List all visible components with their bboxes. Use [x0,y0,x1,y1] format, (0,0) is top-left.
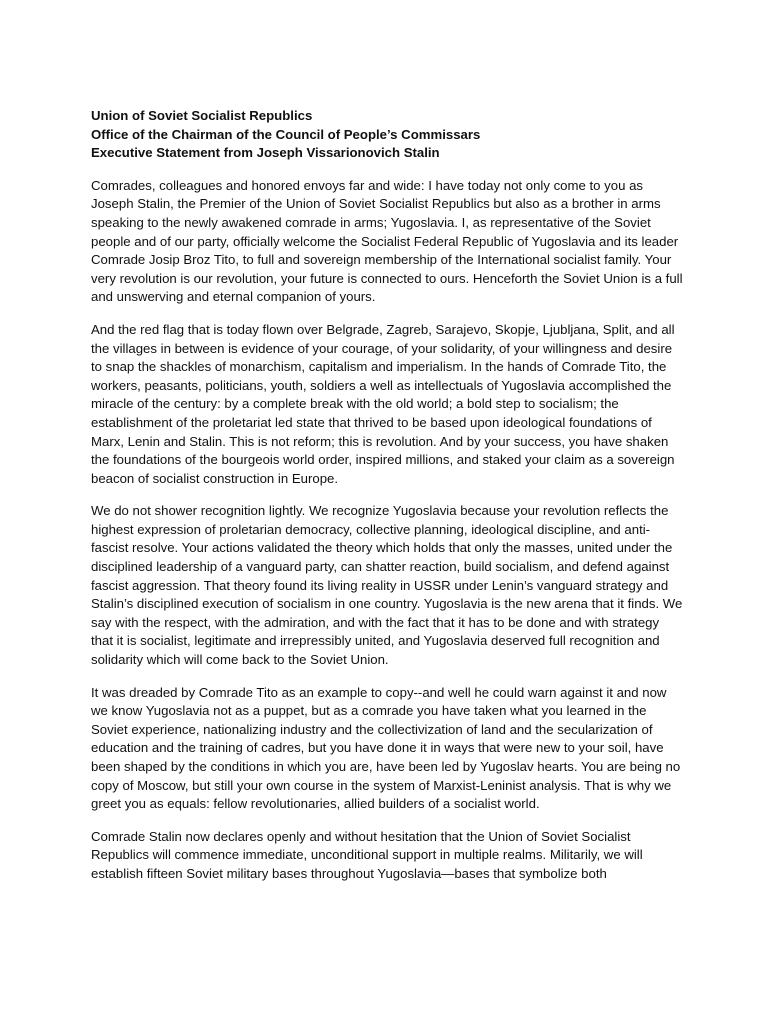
paragraph-3: We do not shower recognition lightly. We recognize Yugoslavia because your revolution reflects the highest expression of proletarian democracy, collective planning, ideological discipline, and anti-fascist resolve. Your actions validated the theory which holds that only the masses, united under the disciplined leadership of a vanguard party, can shatter reaction, build socialism, and defend against fascist aggression. That theory found its living reality in USSR under Lenin’s vanguard strategy and Stalin’s disciplined execution of socialism in one country. Yugoslavia is the new arena that it finds. We say with the respect, with the admiration, and with the fact that it has to be done and with strategy that it is socialist, legitimate and irrepressibly united, and Yugoslavia deserved full recognition and solidarity which will come back to the Soviet Union. [91,503,683,668]
header-statement-title: Executive Statement from Joseph Vissarionovich Stalin [91,145,440,161]
paragraph-2: And the red flag that is today flown over Belgrade, Zagreb, Sarajevo, Skopje, Ljubljana, Split, and all the villages in between is evidence of your courage, of your solidarity, of your willingness and desire to snap the shackles of monarchism, capitalism and imperialism. In the hands of Comrade Tito, the workers, peasants, politicians, youth, soldiers a well as intellectuals of Yugoslavia accomplished the miracle of the century: by a complete break with the old world; a bold step to socialism; the establishment of the proletariat led state that thrived to be based upon ideological foundations of Marx, Lenin and Stalin. This is not reform; this is revolution. And by your success, you have shaken the foundations of the bourgeois world order, inspired millions, and staked your claim as a sovereign beacon of socialist construction in Europe. [91,321,675,486]
paragraph-4: It was dreaded by Comrade Tito as an example to copy--and well he could warn against it and now we know Yugoslavia not as a puppet, but as a comrade you have taken what you learned in the Soviet experience, nationalizing industry and the collectivization of land and the secularization of education and the training of cadres, but you have done it in ways that were new to your soil, have been shaped by the conditions in which you are, have been led by Yugoslav hearts. You are being no copy of Moscow, but still your own course in the system of Marxist-Leninist analysis. That is why we greet you as equals: fellow revolutionaries, allied builders of a socialist world. [91,684,681,812]
header-office: Office of the Chairman of the Council of People’s Commissars [91,126,481,142]
document-body [91,107,684,898]
letterhead [91,107,684,163]
header-country: Union of Soviet Socialist Republics [91,108,313,123]
paragraph-5: Comrade Stalin now declares openly and without hesitation that the Union of Soviet Socialist Republics will commence immediate, unconditional support in multiple realms. Militarily, we will establish fifteen Soviet military bases throughout Yugoslavia—bases that symbolize both [91,828,643,881]
paragraph-1: Comrades, colleagues and honored envoys far and wide: I have today not only come to you as Joseph Stalin, the Premier of the Union of Soviet Socialist Republics but also as a brother in arms speaking to the newly awakened comrade in arms; Yugoslavia. I, as representative of the Soviet people and of our party, officially welcome the Socialist Federal Republic of Yugoslavia and its leader Comrade Josip Broz Tito, to full and sovereign membership of the International socialist family. Your very revolution is our revolution, your future is connected to ours. Henceforth the Soviet Union is a full and unswerving and eternal companion of yours. [91,177,683,305]
